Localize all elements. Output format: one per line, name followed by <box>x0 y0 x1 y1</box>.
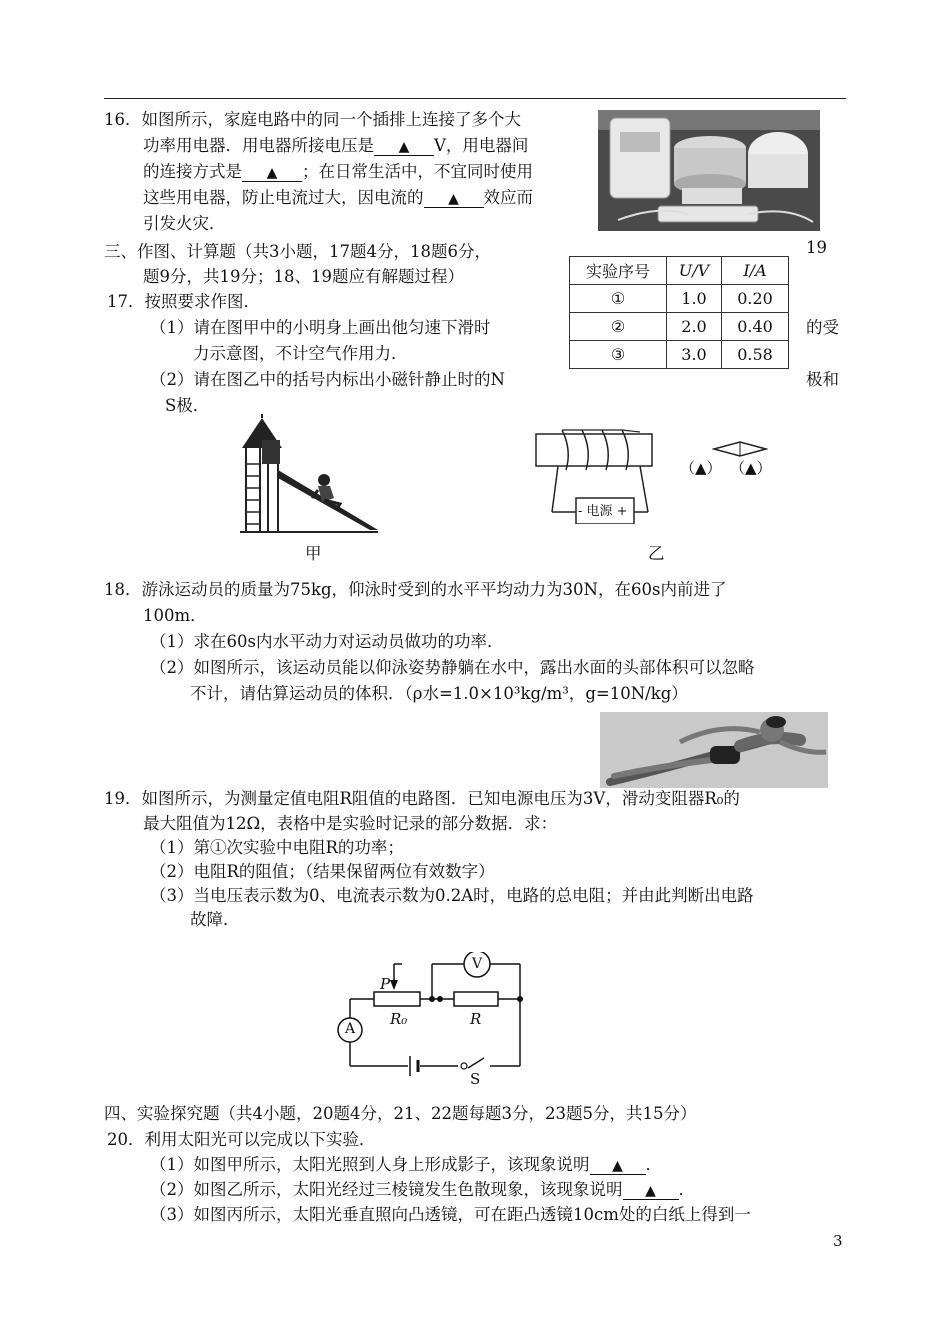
power-source-label: - 电源 + <box>578 504 628 519</box>
resistor <box>454 992 498 1006</box>
table-cell: 0.58 <box>722 341 789 369</box>
q18-line2: 100m． <box>143 606 207 625</box>
voltmeter-label: V <box>472 956 483 972</box>
q20-part3: （3）如图丙所示，太阳光垂直照向凸透镜，可在距凸透镜10cm处的白纸上得到一 <box>150 1205 751 1224</box>
q20-blank-1[interactable]: ▲ <box>590 1155 646 1175</box>
table-cell: ① <box>570 285 667 313</box>
compass-needle-icon <box>712 440 768 458</box>
table-cell: 0.20 <box>722 285 789 313</box>
q20-part2: （2）如图乙所示，太阳光经过三棱镜发生色散现象，该现象说明 ▲ ． <box>150 1180 695 1199</box>
table-header-row <box>570 257 789 285</box>
q17-part2-cont: S极． <box>165 396 210 415</box>
needle-left-bracket[interactable]: （▲） <box>680 459 722 477</box>
q16-line4: 这些用电器，防止电流过大，因电流的 ▲ 效应而 <box>143 188 533 207</box>
q16-line3: 的连接方式是 ▲ ；在日常生活中，不宜同时使用 <box>143 162 533 181</box>
table-cell: ② <box>570 313 667 341</box>
q16-line1: 16．如图所示，家庭电路中的同一个插排上连接了多个大 <box>104 110 521 129</box>
slide-figure <box>232 414 382 536</box>
header-rule <box>104 98 846 99</box>
q19-part3-cont: 故障． <box>190 910 240 929</box>
q17-stem: 17．按照要求作图． <box>107 292 260 311</box>
figure-a-label: 甲 <box>305 544 322 563</box>
table-cell: ③ <box>570 341 667 369</box>
q19-part2: （2）电阻R的阻值；（结果保留两位有效数字） <box>150 862 495 881</box>
table-cell: 3.0 <box>667 341 722 369</box>
section4-title: 四、实验探究题（共4小题，20题4分，21、22题每题3分，23题5分，共15分） <box>104 1104 697 1123</box>
slider-label-p: P <box>380 975 391 993</box>
ammeter-label: A <box>345 1021 356 1037</box>
table-header-cell: I/A <box>722 257 789 285</box>
q16-blank-effect[interactable]: ▲ <box>424 188 484 208</box>
rheostat <box>374 992 420 1006</box>
q17-part1-cont: 力示意图，不计空气作用力． <box>193 344 408 363</box>
table-row <box>570 313 789 341</box>
q16-line2: 功率用电器．用电器所接电压是 ▲ V，用电器间 <box>143 136 529 155</box>
swimmer-illustration <box>600 712 828 788</box>
q18-part1: （1）求在60s内水平动力对运动员做功的功率． <box>150 632 504 651</box>
q20-blank-2[interactable]: ▲ <box>623 1180 679 1200</box>
q17-part1: （1）请在图甲中的小明身上画出他匀速下滑时 <box>150 318 491 337</box>
table-cell: 1.0 <box>667 285 722 313</box>
q19-line1: 19．如图所示，为测量定值电阻R阻值的电路图．已知电源电压为3V，滑动变阻器R₀的 <box>104 789 740 808</box>
q17-part2-tail: 极和 <box>806 370 839 389</box>
table-cell: 0.40 <box>722 313 789 341</box>
table-row <box>570 285 789 313</box>
q18-part2-cont: 不计，请估算运动员的体积．（ρ水=1.0×10³kg/m³，g=10N/kg） <box>190 684 688 703</box>
q20-stem: 20．利用太阳光可以完成以下实验． <box>107 1130 376 1149</box>
q17-part1-tail: 的受 <box>806 318 839 337</box>
appliances-illustration <box>598 110 820 231</box>
table-header-cell: U/V <box>667 257 722 285</box>
rheostat-label: R₀ <box>390 1010 408 1028</box>
q19-part3: （3）当电压表示数为0、电流表示数为0.2A时，电路的总电阻；并由此判断出电路 <box>150 886 754 905</box>
q19-part1: （1）第①次实验中电阻R的功率； <box>150 838 404 857</box>
table-row <box>570 341 789 369</box>
section3-title-tail: 19 <box>806 238 827 257</box>
q19-line2: 最大阻值为12Ω，表格中是实验时记录的部分数据．求： <box>143 814 558 833</box>
table-cell: 2.0 <box>667 313 722 341</box>
figure-b-label: 乙 <box>648 544 665 563</box>
appliances-photo <box>598 110 820 231</box>
q16-blank-connection[interactable]: ▲ <box>242 162 302 182</box>
q17-part2: （2）请在图乙中的括号内标出小磁针静止时的N <box>150 370 505 389</box>
q20-part1: （1）如图甲所示，太阳光照到人身上形成影子，该现象说明 ▲ ． <box>150 1155 662 1174</box>
section3-title-cont: 题9分，共19分；18、19题应有解题过程） <box>143 267 464 286</box>
q16-line5: 引发火灾． <box>143 214 226 233</box>
data-table <box>569 256 789 369</box>
q18-part2: （2）如图所示，该运动员能以仰泳姿势静躺在水中，露出水面的头部体积可以忽略 <box>150 658 755 677</box>
page-number: 3 <box>833 1232 843 1250</box>
needle-right-bracket[interactable]: （▲） <box>730 459 772 477</box>
switch-icon <box>461 1063 467 1069</box>
section3-title: 三、作图、计算题（共3小题，17题4分，18题6分， <box>104 242 491 261</box>
q18-line1: 18．游泳运动员的质量为75kg，仰泳时受到的水平平均动力为30N，在60s内前进了 <box>104 580 727 599</box>
circuit-diagram <box>334 952 530 1088</box>
swimmer-image <box>600 712 828 788</box>
q16-blank-voltage[interactable]: ▲ <box>374 136 434 156</box>
resistor-label: R <box>470 1010 482 1028</box>
table-header-cell: 实验序号 <box>570 257 667 285</box>
switch-label: S <box>470 1070 481 1088</box>
